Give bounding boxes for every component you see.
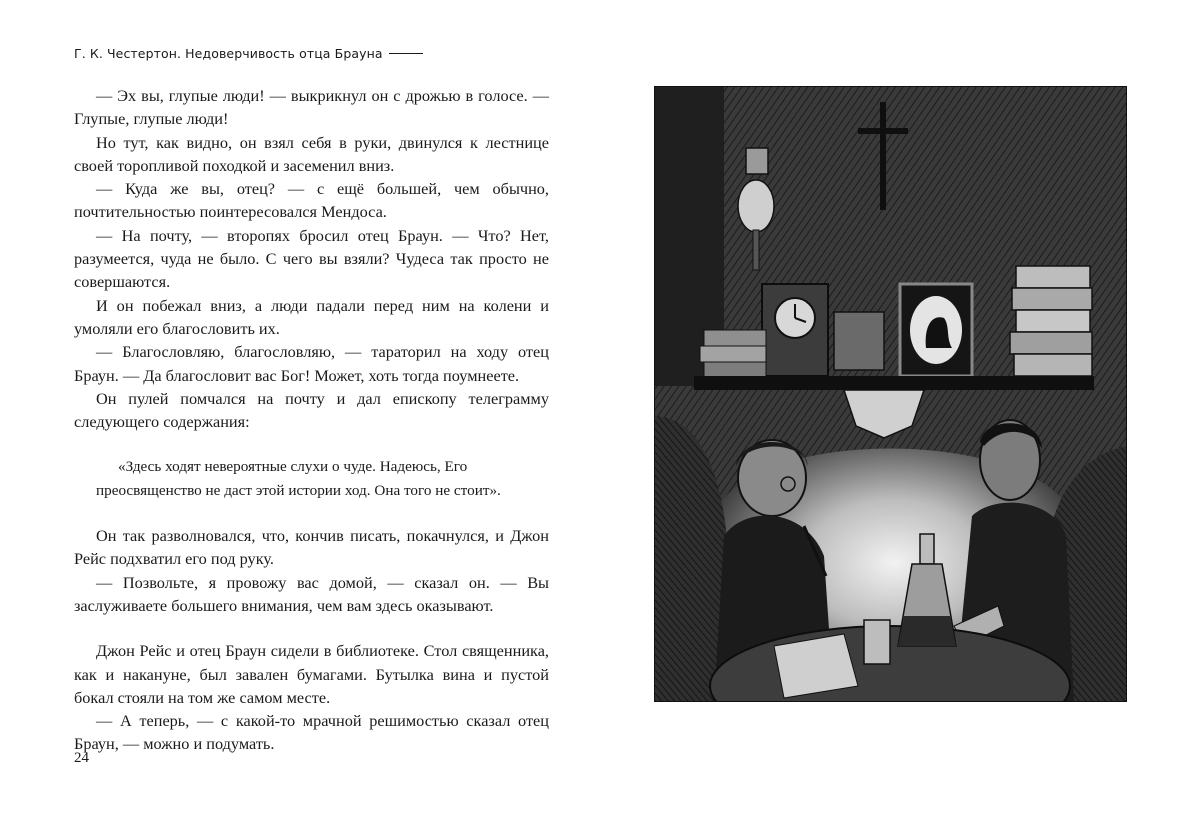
section-break xyxy=(74,617,549,639)
paragraph: — А теперь, — с какой-то мрачной решимостью сказал отец Браун, — можно и подумать. xyxy=(74,711,549,754)
silhouette-portrait-icon xyxy=(900,284,972,376)
paragraph: — Куда же вы, отец? — с ещё большей, чем обычно, почтительностью поинтересовался Мендоса. xyxy=(74,179,549,222)
wine-glass-icon xyxy=(864,620,890,664)
library-scene-illustration xyxy=(654,86,1127,702)
paragraph: Но тут, как видно, он взял себя в руки, двинулся к лестнице своей торопливой походкой и засеменил вниз. xyxy=(74,132,549,175)
paragraph: Он так разволновался, что, кончив писать, покачнулся, и Джон Рейс подхватил его под руку. xyxy=(74,526,549,569)
paragraph: — Позвольте, я провожу вас домой, — сказал он. — Вы заслуживаете большего внимания, чем вам здесь оказывают. xyxy=(74,572,549,615)
spacer xyxy=(74,433,549,455)
paragraph: — На почту, — второпях бросил отец Браун. — Что? Нет, разумеется, чуда не было. С чего вы взяли? Чудеса так просто не совершаются. xyxy=(74,225,549,292)
spacer xyxy=(74,502,549,524)
paragraph: И он побежал вниз, а люди падали перед ним на колени и умоляли его благословить их. xyxy=(74,295,549,338)
paragraph: Джон Рейс и отец Браун сидели в библиотеке. Стол священника, как и накануне, был завален бумагами. Бутылка вина и пустой бокал стояли на том же самом месте. xyxy=(74,641,549,707)
mantel-shelf xyxy=(694,376,1094,390)
paragraph: — Эх вы, глупые люди! — выкрикнул он с дрожью в голосе. — Глупые, глупые люди! xyxy=(74,86,549,129)
papers-icon xyxy=(774,634,858,698)
body-text xyxy=(74,84,549,756)
running-head xyxy=(74,46,423,61)
mantel-clock-icon xyxy=(762,284,828,376)
right-page xyxy=(600,0,1200,822)
running-head-text: Г. К. Честертон. Недоверчивость отца Брауна xyxy=(74,46,383,61)
paragraph: Он пулей помчался на почту и дал епископу телеграмму следующего содержания: xyxy=(74,388,549,432)
wooden-box-icon xyxy=(834,312,884,370)
paragraph: — Благословляю, благословляю, — тараторил на ходу отец Браун. — Да благословит вас Бог! Может, хоть тогда поумнеете. xyxy=(74,342,549,385)
page-number: 24 xyxy=(74,750,89,766)
book-stack-right-icon xyxy=(1010,266,1092,376)
book-stack-left-icon xyxy=(700,330,766,378)
illustration-drawing xyxy=(654,86,1127,702)
telegram-quote: «Здесь ходят невероятные слухи о чуде. Надеюсь, Его преосвященство не даст этой истории ход. Она того не стоит». xyxy=(96,458,501,499)
running-head-rule xyxy=(389,53,423,54)
